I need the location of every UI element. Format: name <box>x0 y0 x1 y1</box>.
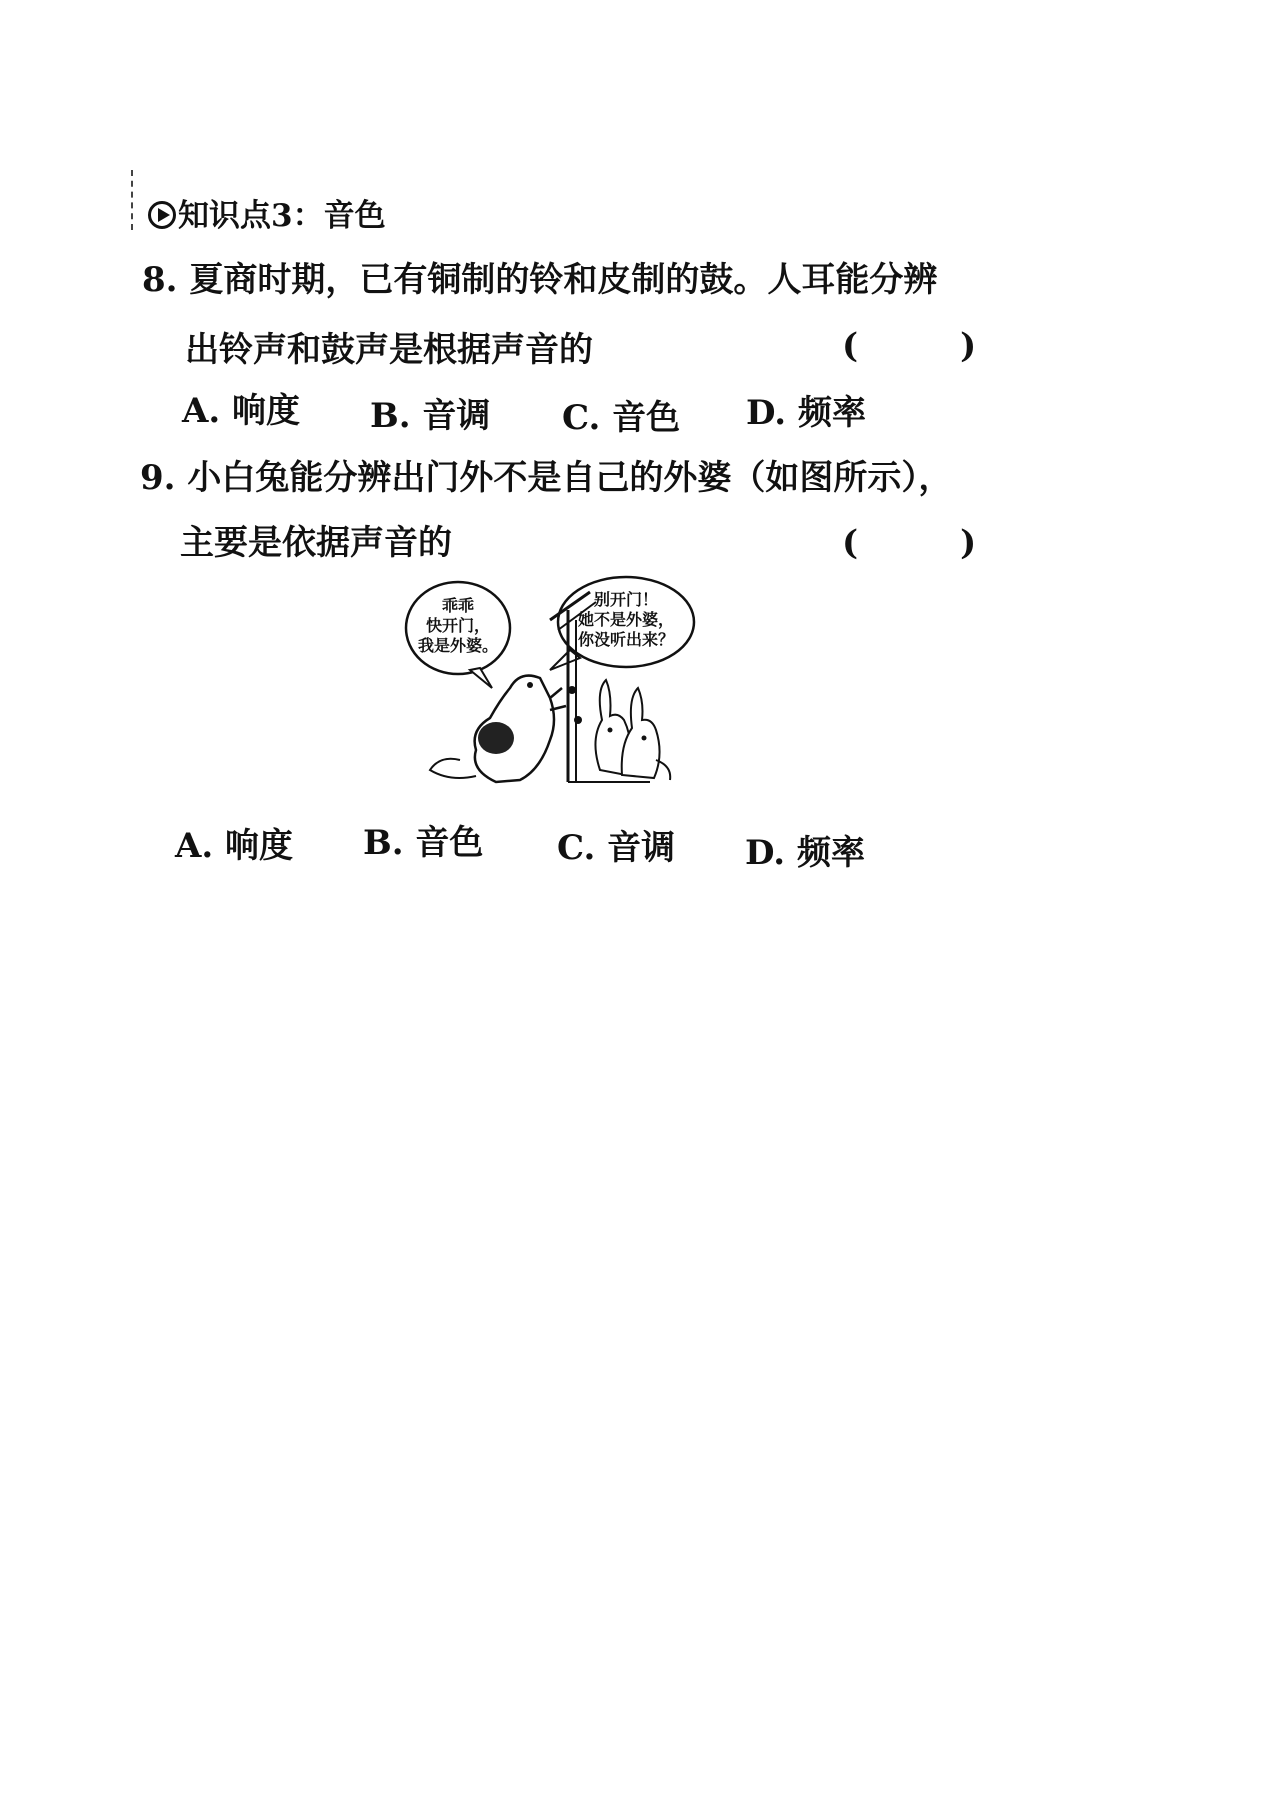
question-8-line-2: 出铃声和鼓声是根据声音的 <box>185 330 593 370</box>
wolf-speech-bubble <box>414 596 502 656</box>
question-8-option-d[interactable]: D. 频率 <box>746 393 866 433</box>
question-9-option-b[interactable]: B. 音色 <box>363 823 484 863</box>
margin-dashed-line <box>131 170 133 230</box>
question-8-option-a[interactable]: A. 响度 <box>182 391 301 431</box>
wolf-speech-line: 快开门， <box>425 616 490 635</box>
question-9-line-2: 主要是依据声音的 <box>180 523 452 563</box>
wolf-speech-line: 乖乖 <box>441 596 474 615</box>
rabbit-speech-line: 她不是外婆， <box>577 610 674 629</box>
rabbit-speech-bubble <box>566 590 686 650</box>
question-8-answer-blank[interactable]: ( ) <box>842 326 977 366</box>
question-8-option-c[interactable]: C. 音色 <box>562 398 681 438</box>
question-9-line-1: 9. 小白兔能分辨出门外不是自己的外婆（如图所示）， <box>140 458 953 498</box>
question-8-line-1: 8. 夏商时期，已有铜制的铃和皮制的鼓。人耳能分辨 <box>142 260 938 300</box>
wolf-and-rabbits-illustration <box>400 570 750 790</box>
rabbit-speech-line: 你没听出来？ <box>577 630 674 649</box>
section-title-text: 知识点3：音色 <box>178 198 386 234</box>
question-9-option-d[interactable]: D. 频率 <box>745 833 865 873</box>
wolf-speech-line: 我是外婆。 <box>417 636 498 655</box>
question-8-option-b[interactable]: B. 音调 <box>370 396 491 436</box>
play-icon <box>148 201 176 229</box>
section-heading <box>148 190 386 235</box>
rabbit-speech-line: 别开门！ <box>593 590 658 609</box>
question-9-answer-blank[interactable]: ( ) <box>842 523 977 563</box>
question-9-option-c[interactable]: C. 音调 <box>557 828 676 868</box>
question-9-option-a[interactable]: A. 响度 <box>175 826 294 866</box>
